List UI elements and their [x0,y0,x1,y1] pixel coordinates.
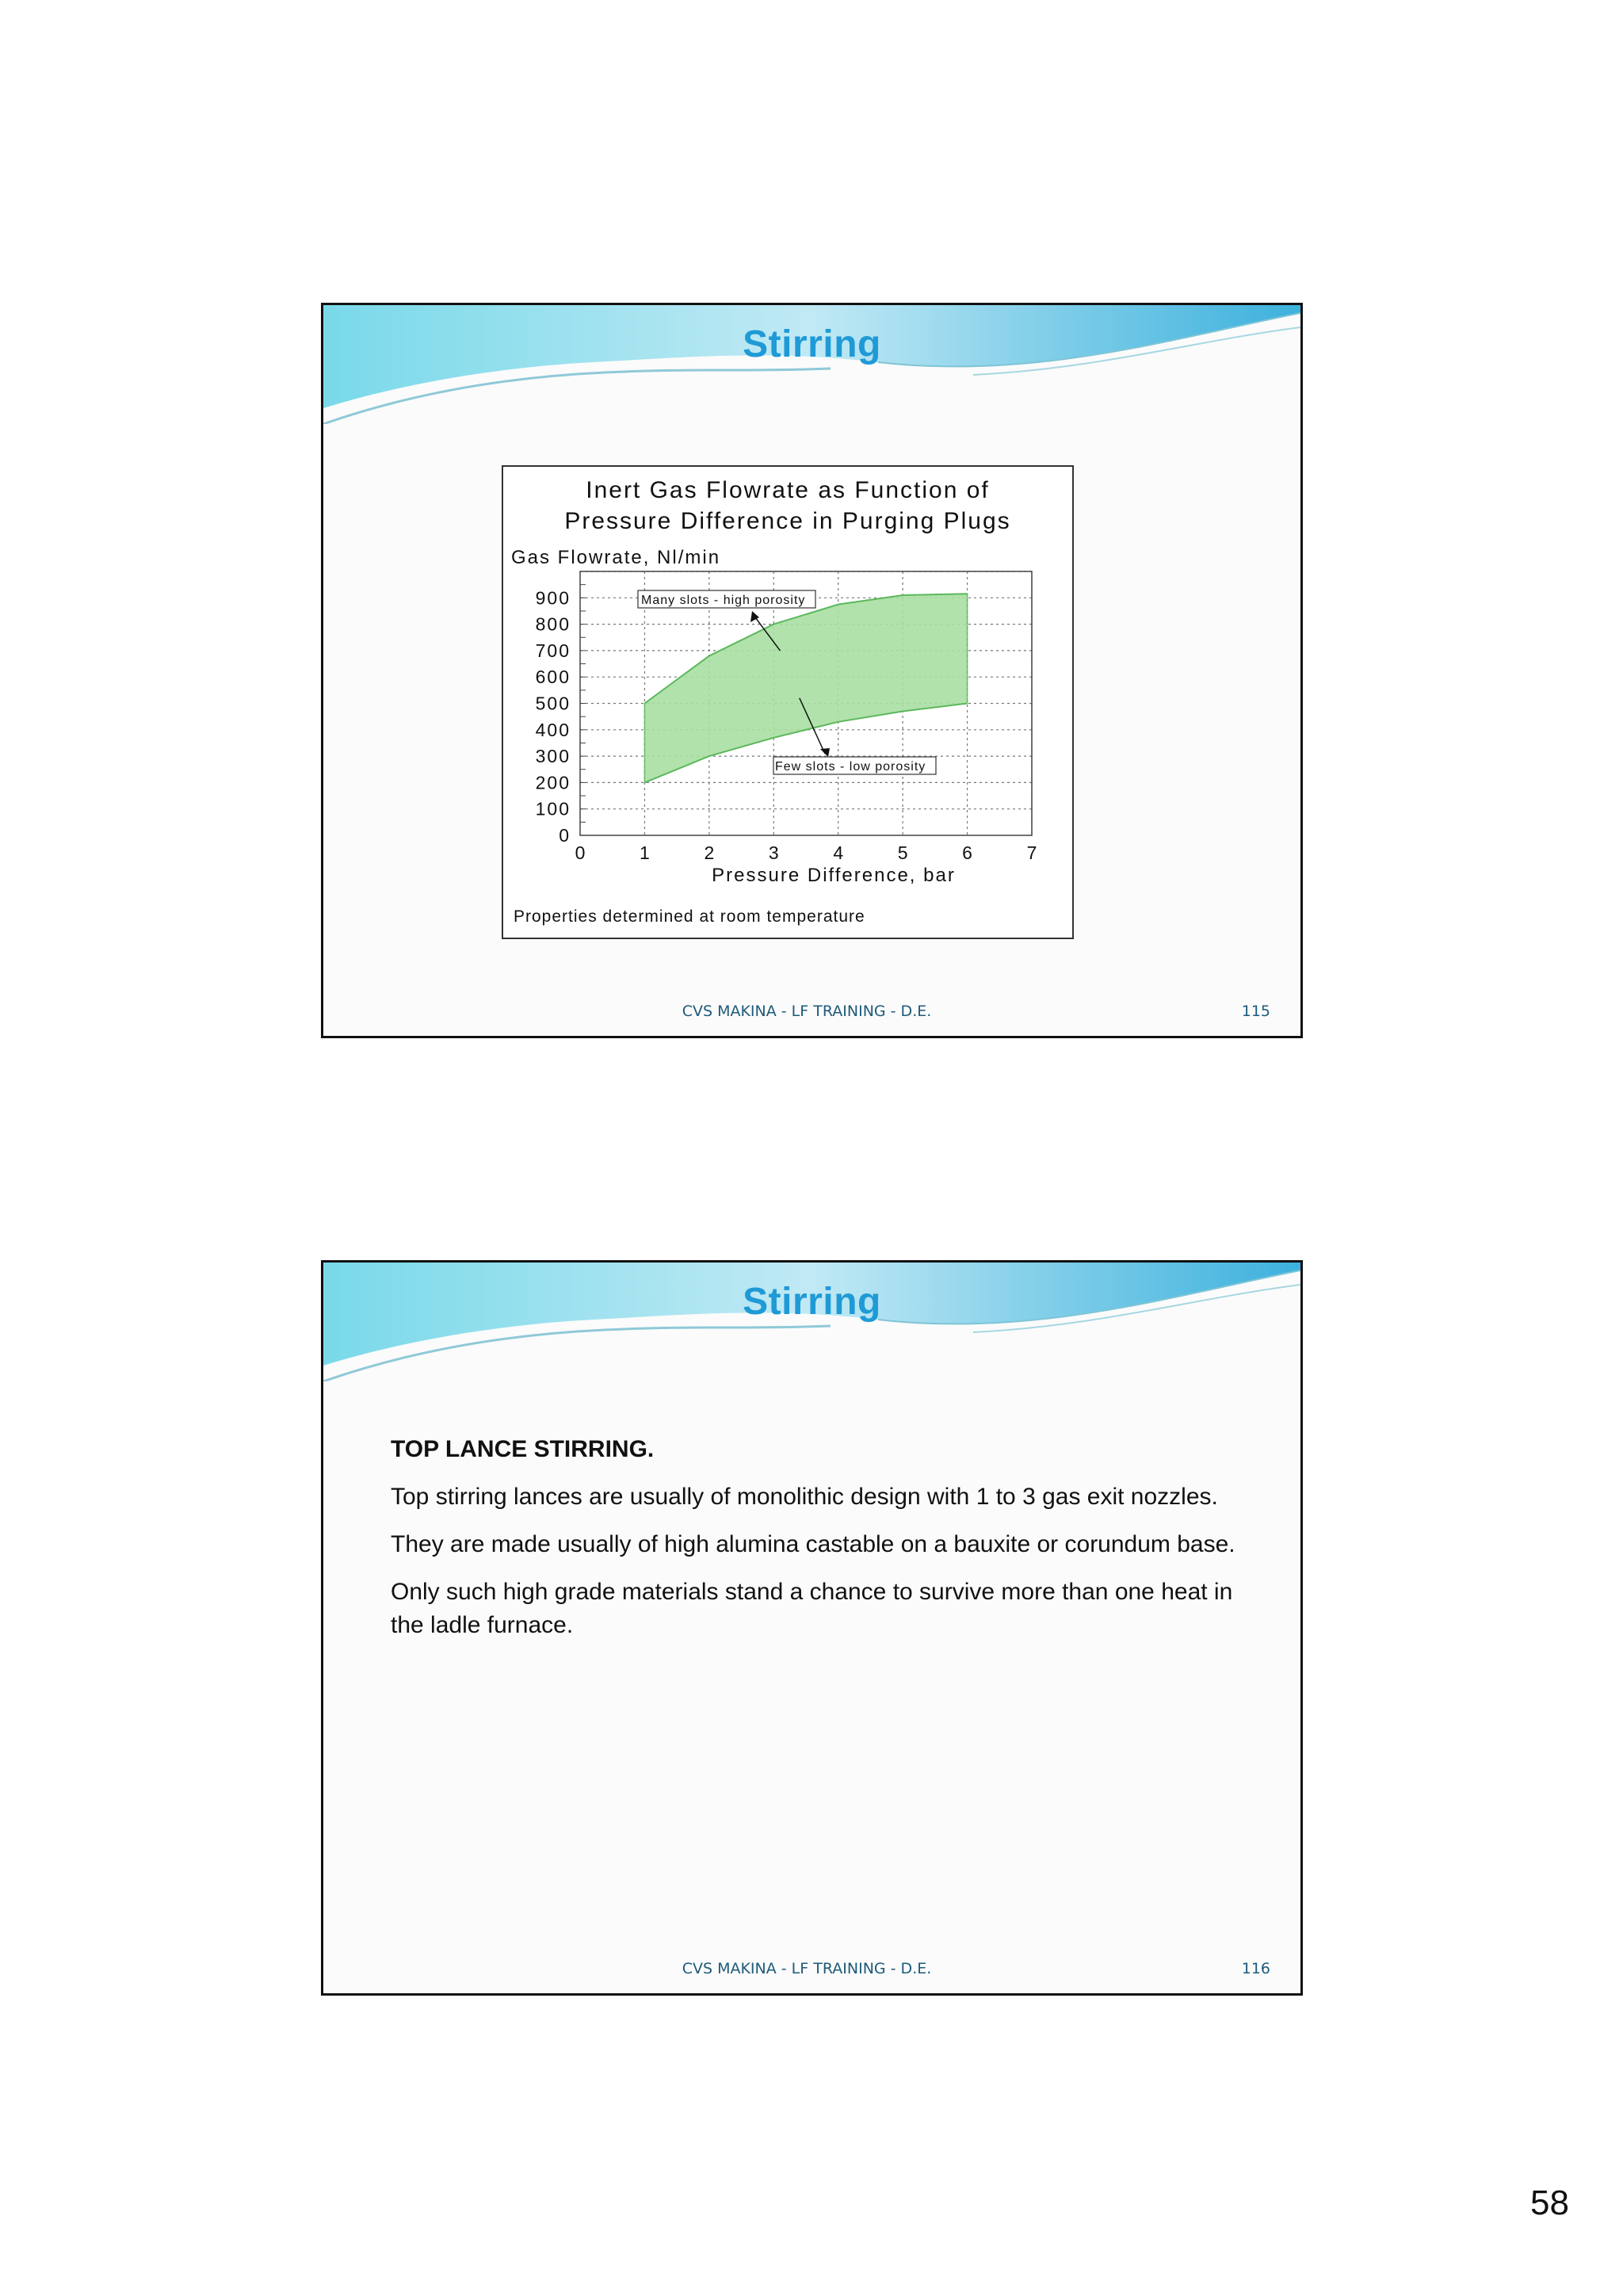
chart-plot [503,467,1072,938]
chart-frame [502,465,1074,939]
slide-title: Stirring [743,323,881,365]
y-tick-label: 400 [535,719,571,740]
x-tick-label: 7 [1026,842,1037,863]
y-tick-label: 900 [535,587,571,609]
x-tick-label: 4 [833,842,844,863]
slide-115 [321,303,1303,1038]
y-tick-label: 800 [535,613,571,635]
x-tick-label: 3 [768,842,779,863]
y-tick-label: 600 [535,667,571,688]
paragraph-3: Only such high grade materials stand a chance to survive more than one heat in the ladle furnace. [391,1579,1233,1638]
document-page-number: 58 [1530,2183,1569,2222]
y-tick-label: 700 [535,640,571,661]
y-tick-label: 300 [535,746,571,767]
slide-number: 116 [1241,1960,1270,1977]
x-tick-label: 0 [575,842,586,863]
x-tick-label: 5 [897,842,908,863]
flowrate-band [644,594,967,782]
arrowhead-low [820,748,830,757]
slide-116 [321,1260,1303,1996]
paragraph-2: They are made usually of high alumina castable on a bauxite or corundum base. [391,1531,1235,1557]
paragraph-1: Top stirring lances are usually of monolithic design with 1 to 3 gas exit nozzles. [391,1484,1218,1510]
x-axis-label: Pressure Difference, bar [712,865,956,886]
slide-footer: CVS MAKINA - LF TRAINING - D.E. [682,1960,932,1977]
chart-note: Properties determined at room temperature [514,907,865,926]
x-tick-label: 2 [704,842,715,863]
y-tick-label: 200 [535,772,571,793]
section-heading: TOP LANCE STIRRING. [391,1436,655,1462]
y-axis-label: Gas Flowrate, Nl/min [511,547,721,568]
y-tick-label: 0 [559,825,571,846]
slide-number: 115 [1241,1003,1270,1020]
slide-title: Stirring [743,1281,881,1323]
x-tick-label: 6 [962,842,972,863]
chart-title-line-1: Inert Gas Flowrate as Function of [586,477,990,503]
annotation-low-porosity: Few slots - low porosity [775,760,926,774]
y-tick-label: 500 [535,693,571,714]
chart-title-line-2: Pressure Difference in Purging Plugs [564,508,1011,534]
slide-footer: CVS MAKINA - LF TRAINING - D.E. [682,1003,932,1020]
x-tick-label: 1 [640,842,650,863]
slide-body [391,1433,1247,1642]
y-tick-label: 100 [535,798,571,819]
annotation-high-porosity: Many slots - high porosity [641,594,806,607]
